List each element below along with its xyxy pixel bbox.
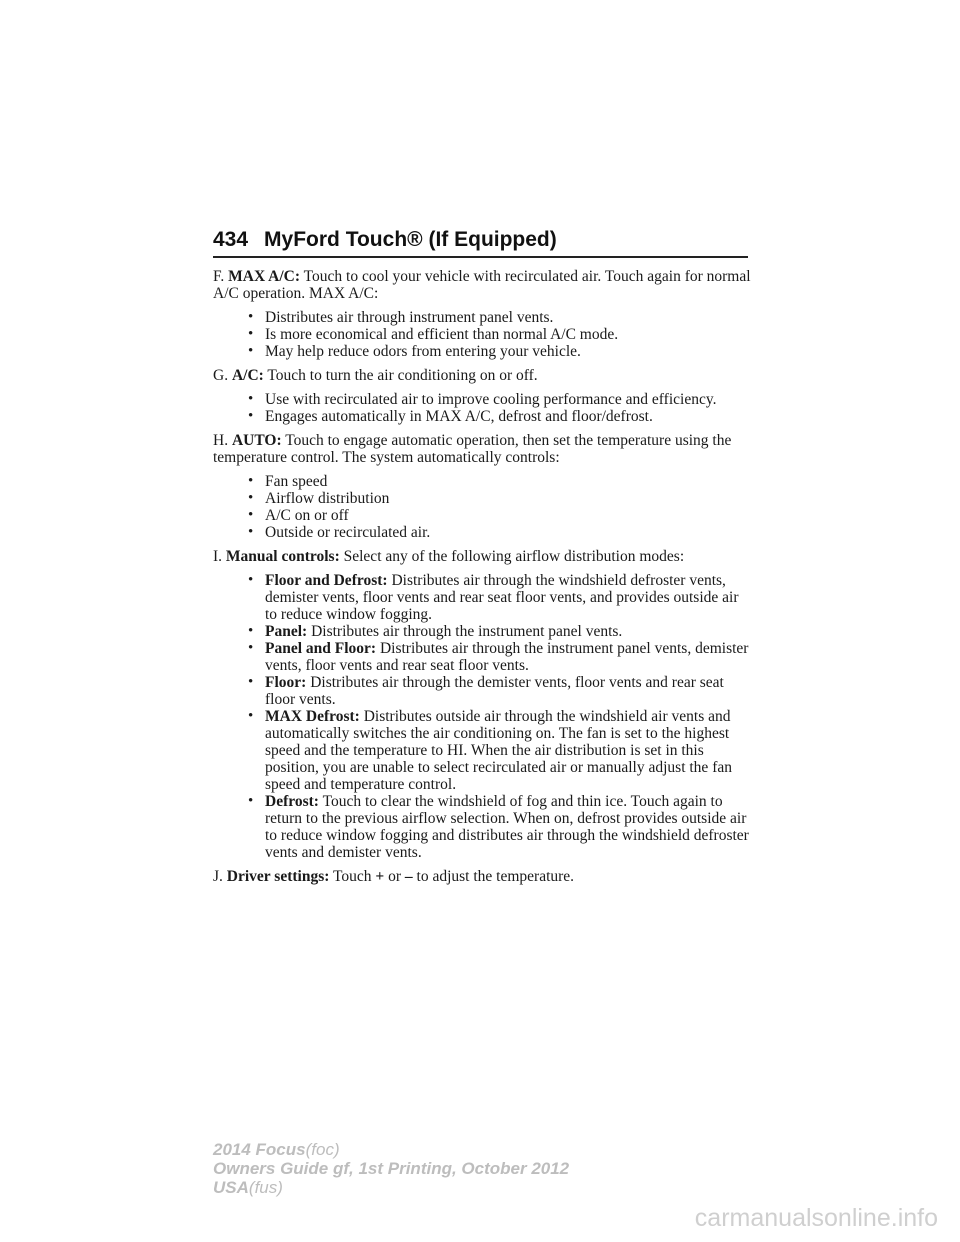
list-item: • Panel and Floor: Distributes air through the instrument panel vents, demister vents, floor vents and rear seat floor vents.: [248, 640, 749, 674]
section-text: Touch to engage automatic operation, then set the temperature using the temperature control. The system automatically controls:: [213, 432, 732, 466]
section-g: [213, 367, 753, 384]
list-item: • Is more economical and efficient than normal A/C mode.: [248, 326, 619, 343]
bullet-icon: •: [248, 793, 254, 809]
footer-line-2: Owners Guide gf, 1st Printing, October 2012: [213, 1159, 570, 1178]
list-item: • A/C on or off: [248, 507, 349, 524]
list-item: • Floor: Distributes air through the demister vents, floor vents and rear seat floor vents.: [248, 674, 724, 708]
section-term: Driver settings:: [226, 868, 330, 885]
minus-symbol: –: [404, 868, 413, 885]
bullet-icon: •: [248, 524, 254, 540]
section-h-bullets: [213, 473, 753, 541]
footer-line-1: 2014 Focus(foc): [213, 1140, 340, 1159]
page-number: 434: [213, 228, 249, 251]
plus-symbol: +: [375, 868, 385, 885]
section-letter: I.: [213, 548, 223, 565]
list-item: • Distributes air through instrument panel vents.: [248, 309, 554, 326]
bullet-icon: •: [248, 674, 254, 690]
bullet-icon: •: [248, 640, 254, 656]
page-header: [213, 228, 748, 258]
section-f: [213, 268, 753, 302]
bullet-icon: •: [248, 343, 254, 359]
list-item: • Airflow distribution: [248, 490, 390, 507]
bullet-icon: •: [248, 708, 254, 724]
section-term: A/C:: [231, 367, 264, 384]
list-item: • Outside or recirculated air.: [248, 524, 431, 541]
list-item: • Engages automatically in MAX A/C, defrost and floor/defrost.: [248, 408, 653, 425]
list-item: • Fan speed: [248, 473, 328, 490]
page-title: MyFord Touch® (If Equipped): [264, 228, 557, 251]
section-text: Touch to turn the air conditioning on or off.: [267, 367, 538, 384]
bullet-icon: •: [248, 473, 254, 489]
section-f-bullets: [213, 309, 753, 360]
section-i: [213, 548, 753, 565]
section-j: J. Driver settings: Touch + or – to adjust the temperature.: [213, 868, 575, 885]
section-term: AUTO:: [231, 432, 282, 449]
section-g-bullets: [213, 391, 753, 425]
section-text: Select any of the following airflow distribution modes:: [343, 548, 685, 565]
section-h: [213, 432, 753, 466]
list-item: • Floor and Defrost: Distributes air through the windshield defroster vents, demister vents, floor vents and rear seat floor vents, and provides outside air to reduce window fogging.: [248, 572, 739, 623]
section-i-modes: [213, 572, 753, 861]
bullet-icon: •: [248, 408, 254, 424]
section-letter: H.: [213, 432, 229, 449]
section-letter: J.: [213, 868, 223, 885]
list-item: • Use with recirculated air to improve cooling performance and efficiency.: [248, 391, 717, 408]
footer-line-3: USA(fus): [213, 1178, 283, 1197]
bullet-icon: •: [248, 391, 254, 407]
section-term: Manual controls:: [225, 548, 340, 565]
bullet-icon: •: [248, 326, 254, 342]
bullet-icon: •: [248, 572, 254, 588]
bullet-icon: •: [248, 309, 254, 325]
section-text: Touch to cool your vehicle with recirculated air. Touch again for normal A/C operation. MAX A/C:: [213, 268, 751, 302]
bullet-icon: •: [248, 507, 254, 523]
bullet-icon: •: [248, 623, 254, 639]
watermark: carmanualsonline.info: [694, 1204, 938, 1232]
section-letter: G.: [213, 367, 229, 384]
bullet-icon: •: [248, 490, 254, 506]
print-footer: [213, 1140, 569, 1197]
page-content: [213, 268, 753, 892]
list-item: • MAX Defrost: Distributes outside air through the windshield air vents and automatically switches the air conditioning on. The fan is set to the highest speed and the temperature to HI. When the air distribution is set in this position, you are unable to select recirculated air or manually adjust the fan speed and temperature control.: [248, 708, 732, 793]
section-letter: F.: [213, 268, 225, 285]
list-item: • May help reduce odors from entering your vehicle.: [248, 343, 581, 360]
list-item: • Defrost: Touch to clear the windshield of fog and thin ice. Touch again to return to the previous airflow selection. When on, defrost provides outside air to reduce window fogging and distributes air through the windshield defroster vents and demister vents.: [248, 793, 749, 861]
list-item: • Panel: Distributes air through the instrument panel vents.: [248, 623, 623, 640]
section-term: MAX A/C:: [228, 268, 301, 285]
